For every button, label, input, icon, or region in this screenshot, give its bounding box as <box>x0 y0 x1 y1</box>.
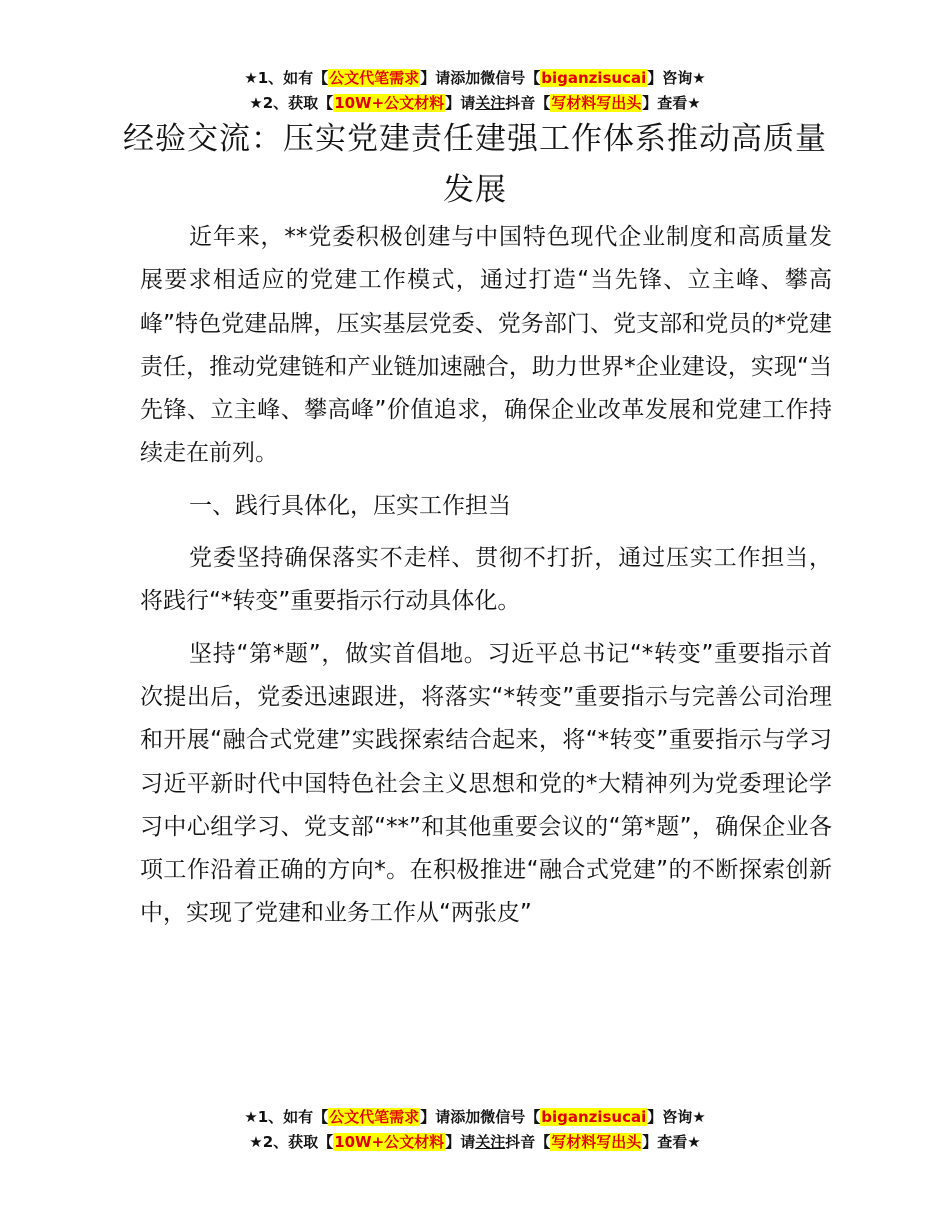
wechat-id-highlight: biganzisucai <box>541 69 647 87</box>
body-paragraph: 党委坚持确保落实不走样、贯彻不打折，通过压实工作担当，将践行“*转变”重要指示行动具体化。 <box>140 545 832 615</box>
promo-text: 抖音【 <box>505 94 551 112</box>
promo-highlight: 公文代笔需求 <box>329 1108 420 1126</box>
promo-text: ★1、如有【 <box>244 69 329 87</box>
promo-text: 抖音【 <box>505 1133 551 1151</box>
promo-text: ★2、获取【 <box>249 1133 334 1151</box>
douyin-account-highlight: 写材料写出头 <box>551 1133 642 1151</box>
douyin-account-highlight: 写材料写出头 <box>551 94 642 112</box>
document-body <box>140 216 832 945</box>
wechat-id-highlight: biganzisucai <box>541 1108 647 1126</box>
promo-line-2 <box>0 1130 950 1155</box>
promo-text: 】请 <box>445 1133 476 1151</box>
document-title: 经验交流：压实党建责任建强工作体系推动高质量发展 <box>123 121 827 208</box>
section-heading: 一、践行具体化，压实工作担当 <box>189 492 511 519</box>
promo-underlined-text: 关注 <box>475 1133 506 1151</box>
promo-banner-bottom <box>0 1105 950 1155</box>
promo-text: ★1、如有【 <box>244 1108 329 1126</box>
promo-text: 】咨询★ <box>647 1108 706 1126</box>
promo-text: 】请 <box>445 94 476 112</box>
promo-text: 】查看★ <box>642 94 701 112</box>
promo-underlined-text: 关注 <box>475 94 506 112</box>
promo-line-2 <box>0 91 950 116</box>
promo-text: 】查看★ <box>642 1133 701 1151</box>
body-paragraph: 近年来，**党委积极创建与中国特色现代企业制度和高质量发展要求相适应的党建工作模式，通过打造“当先锋、立主峰、攀高峰”特色党建品牌，压实基层党委、党务部门、党支部和党员的*党建责任，推动党建链和产业链加速融合，助力世界*企业建设，实现“当先锋、立主峰、攀高峰”价值追求，确保企业改革发展和党建工作持续走在前列。 <box>140 224 832 467</box>
body-paragraph: 坚持“第*题”，做实首倡地。习近平总书记“*转变”重要指示首次提出后，党委迅速跟进，将落实“*转变”重要指示与完善公司治理和开展“融合式党建”实践探索结合起来，将“*转变”重要指示与学习习近平新时代中国特色社会主义思想和党的*大精神列为党委理论学习中心组学习、党支部“**”和其他重要会议的“第*题”，确保企业各项工作沿着正确的方向*。在积极推进“融合式党建”的不断探索创新中，实现了党建和业务工作从“两张皮” <box>140 640 832 927</box>
promo-text: 】咨询★ <box>647 69 706 87</box>
promo-highlight: 公文代笔需求 <box>329 69 420 87</box>
promo-line-1 <box>0 1105 950 1130</box>
promo-highlight: 10W+公文材料 <box>334 1133 445 1151</box>
promo-banner-top <box>0 66 950 116</box>
promo-text: 】请添加微信号【 <box>420 69 541 87</box>
promo-highlight: 10W+公文材料 <box>334 94 445 112</box>
promo-text: ★2、获取【 <box>249 94 334 112</box>
promo-text: 】请添加微信号【 <box>420 1108 541 1126</box>
promo-line-1 <box>0 66 950 91</box>
